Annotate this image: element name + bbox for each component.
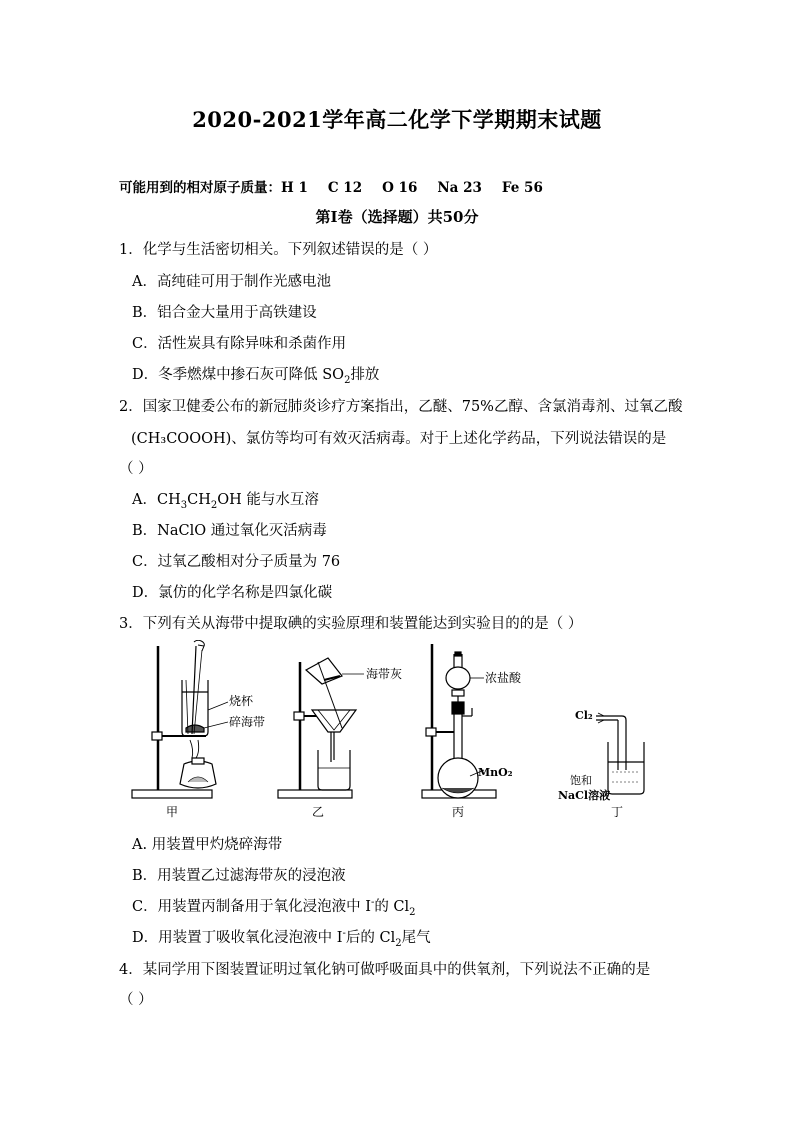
q3-c-sup: - — [370, 897, 375, 909]
atomic-mass-na: Na 23 — [437, 180, 482, 196]
q3-option-c — [132, 895, 416, 918]
atomic-mass-h: H 1 — [281, 180, 308, 196]
q3-option-a: A. 用装置甲灼烧碎海带 — [132, 837, 283, 853]
q2-option-c: C．过氧乙酸相对分子质量为 76 — [132, 554, 341, 570]
q2-option-b: B．NaClO 通过氧化灭活病毒 — [132, 523, 327, 539]
label-ding: 丁 — [611, 805, 624, 819]
q2-stem-line3: （ ） — [119, 461, 153, 477]
q3-option-d — [132, 926, 431, 949]
q2-option-d: D．氯仿的化学名称是四氯化碳 — [132, 585, 333, 601]
label-bing: 丙 — [452, 805, 465, 819]
q2-a-pre: A．CH — [132, 492, 181, 508]
label-kelp: 碎海带 — [229, 715, 266, 729]
q1-option-c: C．活性炭具有除异味和杀菌作用 — [132, 336, 347, 352]
apparatus-yi — [278, 658, 364, 798]
q3-c-mid: 的 Cl — [374, 899, 410, 915]
atomic-masses — [119, 176, 543, 196]
q4-stem-line1: 4．某同学用下图装置证明过氧化钠可做呼吸面具中的供氧剂，下列说法不正确的是 — [119, 962, 651, 978]
label-yi: 乙 — [312, 805, 325, 819]
page-title: 2020-2021学年高二化学下学期期末试题 — [192, 107, 602, 132]
atomic-mass-o: O 16 — [382, 180, 418, 196]
label-beaker: 烧杯 — [229, 694, 254, 708]
q1-option-a: A．高纯硅可用于制作光感电池 — [132, 274, 331, 290]
q3-d-sup: - — [342, 928, 346, 940]
part-heading: 第Ⅰ卷（选择题）共50分 — [315, 208, 479, 226]
q3-apparatus-figure — [128, 640, 668, 822]
apparatus-jia — [132, 640, 228, 798]
q2-stem-line2: (CH₃COOOH)、氯仿等均可有效灭活病毒。对于上述化学药品，下列说法错误的是 — [131, 431, 667, 447]
q4-stem-line2: （ ） — [119, 992, 153, 1008]
atomic-masses-label: 可能用到的相对原子质量： — [119, 180, 281, 196]
label-sat1: 饱和 — [570, 774, 592, 787]
q1-d-post: 排放 — [350, 367, 380, 383]
q2-a-mid: CH — [187, 492, 211, 508]
q1-d-text: D．冬季燃煤中掺石灰可降低 SO — [132, 367, 345, 383]
q2-stem-line1: 2．国家卫健委公布的新冠肺炎诊疗方案指出，乙醚、75%乙醇、含氯消毒剂、过氧乙酸 — [119, 399, 683, 415]
q2-a-sub2: 2 — [210, 499, 218, 511]
q2-option-a — [132, 488, 319, 511]
label-ash: 海带灰 — [366, 667, 403, 681]
q3-d-sub: 2 — [395, 937, 402, 949]
q3-stem: 3．下列有关从海带中提取碘的实验原理和装置能达到实验目的的是（ ） — [119, 616, 583, 632]
q3-d-post: 尾气 — [401, 930, 431, 946]
q2-a-sub1: 3 — [180, 499, 188, 511]
q3-option-b: B．用装置乙过滤海带灰的浸泡液 — [132, 868, 346, 884]
q1-d-sub: 2 — [344, 374, 351, 386]
apparatus-ding — [596, 713, 644, 794]
q3-c-sub: 2 — [409, 906, 416, 918]
atomic-mass-c: C 12 — [327, 180, 363, 196]
q2-a-post: OH 能与水互溶 — [217, 492, 319, 508]
label-cl2: Cl₂ — [575, 709, 593, 722]
q3-c-pre: C．用装置丙制备用于氧化浸泡液中 I — [132, 899, 371, 915]
q1-option-d — [132, 363, 379, 386]
q3-d-pre: D．用装置丁吸收氧化浸泡液中 I — [132, 930, 343, 946]
label-hcl: 浓盐酸 — [485, 671, 522, 685]
q1-option-b: B．铝合金大量用于高铁建设 — [132, 305, 317, 321]
label-jia: 甲 — [166, 805, 179, 819]
q3-d-mid: 后的 Cl — [345, 930, 396, 946]
label-sat2: NaCl溶液 — [558, 789, 611, 802]
atomic-mass-fe: Fe 56 — [501, 180, 543, 196]
label-mno2: MnO₂ — [478, 766, 513, 779]
q1-stem: 1．化学与生活密切相关。下列叙述错误的是（ ） — [119, 242, 438, 258]
